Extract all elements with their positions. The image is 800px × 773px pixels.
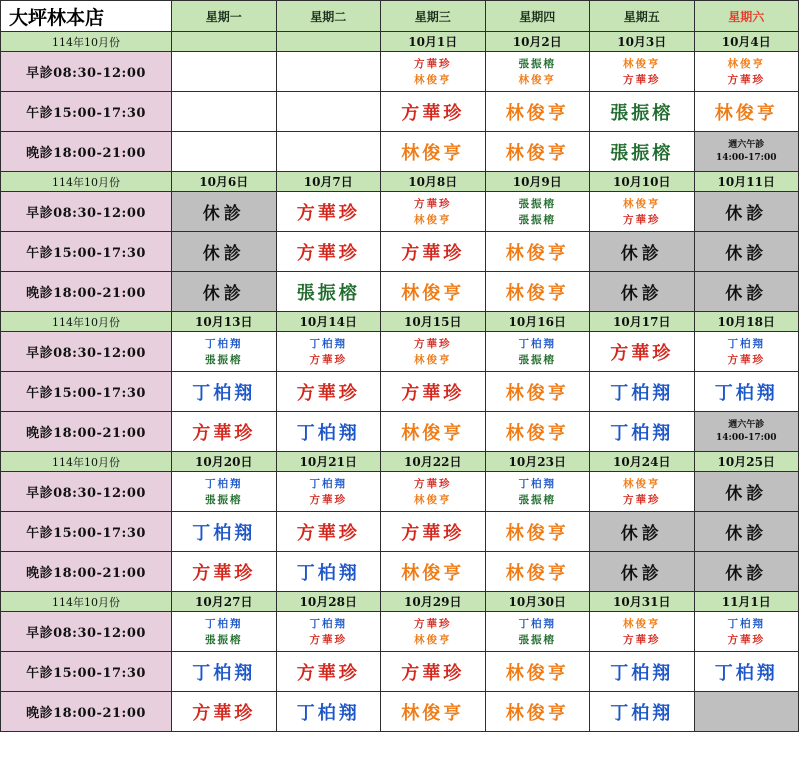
doctor-name: 方華珍 — [296, 662, 360, 684]
doctor-name: 林俊亨 — [623, 477, 661, 490]
doctor-name: 林俊亨 — [505, 702, 569, 724]
schedule-cell — [276, 652, 381, 692]
doctor-name: 林俊亨 — [727, 57, 765, 70]
session-row — [1, 652, 799, 692]
session-label: 晚診18:00-21:00 — [1, 272, 172, 312]
doctor-name: 林俊亨 — [505, 662, 569, 684]
closed-cell — [694, 232, 799, 272]
date-cell: 10月31日 — [590, 592, 695, 612]
saturday-note-title: 週六午診 — [728, 139, 765, 150]
schedule-cell — [276, 132, 381, 172]
schedule-cell — [694, 52, 799, 92]
closed-cell — [172, 232, 277, 272]
doctor-name: 張振榕 — [296, 282, 360, 304]
schedule-cell — [590, 472, 695, 512]
schedule-cell — [694, 372, 799, 412]
schedule-cell — [590, 192, 695, 232]
session-label: 午診15:00-17:30 — [1, 652, 172, 692]
doctor-name: 方華珍 — [309, 353, 347, 366]
schedule-cell — [590, 52, 695, 92]
date-cell: 10月3日 — [590, 32, 695, 52]
schedule-cell — [276, 272, 381, 312]
session-label: 晚診18:00-21:00 — [1, 692, 172, 732]
schedule-cell — [485, 272, 590, 312]
schedule-cell — [485, 332, 590, 372]
schedule-cell — [485, 692, 590, 732]
date-cell: 10月20日 — [172, 452, 277, 472]
date-cell: 10月16日 — [485, 312, 590, 332]
schedule-cell — [381, 412, 486, 452]
schedule-cell — [172, 552, 277, 592]
session-label: 晚診18:00-21:00 — [1, 552, 172, 592]
doctor-name: 丁柏翔 — [727, 617, 765, 630]
closed-cell — [590, 232, 695, 272]
date-cell — [172, 32, 277, 52]
doctor-name: 丁柏翔 — [518, 617, 556, 630]
doctor-name: 張振榕 — [205, 493, 243, 506]
date-cell: 10月17日 — [590, 312, 695, 332]
schedule-cell — [381, 552, 486, 592]
doctor-name: 方華珍 — [623, 213, 661, 226]
date-cell: 10月22日 — [381, 452, 486, 472]
date-cell: 10月11日 — [694, 172, 799, 192]
closed-cell — [590, 552, 695, 592]
date-cell: 11月1日 — [694, 592, 799, 612]
closed-label: 休診 — [202, 284, 245, 304]
doctor-name: 方華珍 — [296, 522, 360, 544]
doctor-name: 丁柏翔 — [309, 337, 347, 350]
session-row — [1, 52, 799, 92]
doctor-name: 林俊亨 — [505, 102, 569, 124]
schedule-cell — [381, 232, 486, 272]
schedule-cell — [485, 512, 590, 552]
doctor-name: 方華珍 — [296, 382, 360, 404]
clinic-name: 大坪林本店 — [1, 1, 172, 32]
schedule-cell — [590, 132, 695, 172]
saturday-note-hours: 14:00-17:00 — [716, 152, 777, 163]
date-cell: 10月15日 — [381, 312, 486, 332]
session-label: 晚診18:00-21:00 — [1, 412, 172, 452]
doctor-name: 方華珍 — [414, 477, 452, 490]
doctor-name: 丁柏翔 — [610, 382, 674, 404]
session-row — [1, 192, 799, 232]
month-row — [1, 312, 799, 332]
doctor-name: 張振榕 — [518, 353, 556, 366]
date-cell: 10月23日 — [485, 452, 590, 472]
saturday-note-cell — [694, 412, 799, 452]
doctor-name: 方華珍 — [414, 617, 452, 630]
month-row — [1, 592, 799, 612]
doctor-name: 方華珍 — [401, 522, 465, 544]
schedule-cell — [694, 92, 799, 132]
schedule-cell — [172, 92, 277, 132]
session-row — [1, 232, 799, 272]
doctor-name: 丁柏翔 — [205, 477, 243, 490]
doctor-name: 林俊亨 — [505, 282, 569, 304]
date-cell: 10月1日 — [381, 32, 486, 52]
schedule-cell — [172, 472, 277, 512]
session-row — [1, 412, 799, 452]
month-row — [1, 452, 799, 472]
doctor-name: 方華珍 — [192, 702, 256, 724]
date-cell: 10月7日 — [276, 172, 381, 192]
closed-label: 休診 — [725, 564, 768, 584]
doctor-name: 林俊亨 — [623, 197, 661, 210]
closed-label: 休診 — [725, 284, 768, 304]
schedule-cell — [381, 612, 486, 652]
doctor-name: 丁柏翔 — [205, 617, 243, 630]
doctor-name: 林俊亨 — [401, 422, 465, 444]
day-friday: 星期五 — [590, 1, 695, 32]
session-row — [1, 272, 799, 312]
month-row — [1, 32, 799, 52]
schedule-cell — [381, 272, 486, 312]
schedule-cell — [276, 412, 381, 452]
day-monday: 星期一 — [172, 1, 277, 32]
session-row — [1, 332, 799, 372]
closed-cell — [694, 272, 799, 312]
session-label: 午診15:00-17:30 — [1, 92, 172, 132]
doctor-name: 方華珍 — [610, 342, 674, 364]
closed-label: 休診 — [620, 564, 663, 584]
doctor-name: 林俊亨 — [623, 57, 661, 70]
schedule-cell — [381, 132, 486, 172]
closed-label: 休診 — [620, 284, 663, 304]
session-row — [1, 132, 799, 172]
schedule-cell — [381, 192, 486, 232]
doctor-name: 方華珍 — [192, 422, 256, 444]
doctor-name: 林俊亨 — [414, 633, 452, 646]
session-label: 午診15:00-17:30 — [1, 372, 172, 412]
schedule-cell — [276, 612, 381, 652]
closed-label: 休診 — [725, 244, 768, 264]
schedule-cell — [172, 412, 277, 452]
closed-label: 休診 — [202, 244, 245, 264]
doctor-name: 方華珍 — [727, 633, 765, 646]
date-cell: 10月13日 — [172, 312, 277, 332]
doctor-name: 丁柏翔 — [727, 337, 765, 350]
doctor-name: 丁柏翔 — [296, 562, 360, 584]
closed-cell — [172, 192, 277, 232]
schedule-cell — [172, 132, 277, 172]
doctor-name: 張振榕 — [518, 493, 556, 506]
session-label: 晚診18:00-21:00 — [1, 132, 172, 172]
doctor-name: 丁柏翔 — [518, 337, 556, 350]
month-label: 114年10月份 — [1, 312, 172, 332]
schedule-body — [1, 1, 799, 732]
schedule-cell — [694, 652, 799, 692]
closed-label: 休診 — [725, 524, 768, 544]
schedule-cell — [485, 412, 590, 452]
session-row — [1, 552, 799, 592]
doctor-name: 方華珍 — [727, 73, 765, 86]
doctor-name: 方華珍 — [401, 242, 465, 264]
schedule-cell — [276, 332, 381, 372]
date-cell: 10月29日 — [381, 592, 486, 612]
session-row — [1, 472, 799, 512]
doctor-name: 方華珍 — [296, 242, 360, 264]
doctor-name: 林俊亨 — [401, 282, 465, 304]
month-label: 114年10月份 — [1, 172, 172, 192]
closed-cell — [694, 552, 799, 592]
doctor-name: 張振榕 — [518, 213, 556, 226]
doctor-name: 丁柏翔 — [205, 337, 243, 350]
date-cell: 10月2日 — [485, 32, 590, 52]
schedule-cell — [485, 652, 590, 692]
schedule-cell — [276, 52, 381, 92]
session-label: 午診15:00-17:30 — [1, 512, 172, 552]
schedule-cell — [381, 512, 486, 552]
doctor-name: 林俊亨 — [714, 102, 778, 124]
schedule-cell — [485, 132, 590, 172]
saturday-note-cell — [694, 132, 799, 172]
schedule-cell — [381, 652, 486, 692]
closed-cell — [694, 512, 799, 552]
doctor-name: 林俊亨 — [505, 242, 569, 264]
doctor-name: 方華珍 — [623, 493, 661, 506]
closed-label: 休診 — [620, 244, 663, 264]
doctor-name: 張振榕 — [518, 197, 556, 210]
schedule-cell — [172, 652, 277, 692]
doctor-name: 張振榕 — [518, 57, 556, 70]
date-cell: 10月21日 — [276, 452, 381, 472]
doctor-name: 丁柏翔 — [192, 662, 256, 684]
blank-cell — [694, 692, 799, 732]
schedule-cell — [276, 552, 381, 592]
schedule-cell — [381, 52, 486, 92]
doctor-name: 丁柏翔 — [192, 522, 256, 544]
doctor-name: 張振榕 — [205, 633, 243, 646]
session-label: 早診08:30-12:00 — [1, 52, 172, 92]
schedule-cell — [485, 372, 590, 412]
doctor-name: 丁柏翔 — [714, 662, 778, 684]
schedule-cell — [172, 332, 277, 372]
date-cell: 10月25日 — [694, 452, 799, 472]
date-cell: 10月6日 — [172, 172, 277, 192]
session-label: 早診08:30-12:00 — [1, 192, 172, 232]
date-cell: 10月10日 — [590, 172, 695, 192]
doctor-name: 方華珍 — [309, 493, 347, 506]
doctor-name: 林俊亨 — [401, 562, 465, 584]
schedule-cell — [590, 612, 695, 652]
doctor-name: 林俊亨 — [414, 353, 452, 366]
closed-cell — [172, 272, 277, 312]
schedule-cell — [590, 692, 695, 732]
schedule-cell — [172, 52, 277, 92]
doctor-name: 林俊亨 — [505, 562, 569, 584]
doctor-name: 林俊亨 — [401, 702, 465, 724]
doctor-name: 丁柏翔 — [309, 477, 347, 490]
doctor-name: 林俊亨 — [505, 422, 569, 444]
doctor-name: 丁柏翔 — [296, 422, 360, 444]
doctor-name: 丁柏翔 — [610, 662, 674, 684]
doctor-name: 林俊亨 — [414, 213, 452, 226]
schedule-cell — [172, 692, 277, 732]
date-cell: 10月14日 — [276, 312, 381, 332]
schedule-cell — [694, 612, 799, 652]
schedule-cell — [485, 192, 590, 232]
doctor-name: 方華珍 — [296, 202, 360, 224]
schedule-cell — [485, 552, 590, 592]
doctor-name: 方華珍 — [414, 197, 452, 210]
schedule-cell — [485, 52, 590, 92]
closed-label: 休診 — [725, 484, 768, 504]
doctor-name: 林俊亨 — [505, 522, 569, 544]
session-row — [1, 612, 799, 652]
schedule-cell — [381, 92, 486, 132]
session-row — [1, 372, 799, 412]
session-label: 早診08:30-12:00 — [1, 472, 172, 512]
doctor-name: 方華珍 — [192, 562, 256, 584]
doctor-name: 丁柏翔 — [192, 382, 256, 404]
schedule-cell — [381, 692, 486, 732]
saturday-note-title: 週六午診 — [728, 419, 765, 430]
schedule-cell — [172, 612, 277, 652]
month-label: 114年10月份 — [1, 452, 172, 472]
month-label: 114年10月份 — [1, 592, 172, 612]
schedule-cell — [276, 232, 381, 272]
doctor-name: 林俊亨 — [414, 493, 452, 506]
schedule-cell — [381, 472, 486, 512]
month-label: 114年10月份 — [1, 32, 172, 52]
day-thursday: 星期四 — [485, 1, 590, 32]
doctor-name: 方華珍 — [727, 353, 765, 366]
doctor-name: 林俊亨 — [505, 142, 569, 164]
doctor-name: 方華珍 — [623, 633, 661, 646]
schedule-cell — [590, 412, 695, 452]
date-cell: 10月27日 — [172, 592, 277, 612]
date-cell: 10月4日 — [694, 32, 799, 52]
closed-label: 休診 — [202, 204, 245, 224]
schedule-cell — [276, 512, 381, 552]
session-label: 早診08:30-12:00 — [1, 332, 172, 372]
doctor-name: 丁柏翔 — [714, 382, 778, 404]
session-row — [1, 692, 799, 732]
session-row — [1, 92, 799, 132]
day-saturday: 星期六 — [694, 1, 799, 32]
closed-cell — [590, 272, 695, 312]
date-cell: 10月28日 — [276, 592, 381, 612]
doctor-name: 方華珍 — [401, 382, 465, 404]
schedule-cell — [485, 232, 590, 272]
doctor-name: 林俊亨 — [401, 142, 465, 164]
date-cell: 10月30日 — [485, 592, 590, 612]
doctor-name: 方華珍 — [623, 73, 661, 86]
doctor-name: 張振榕 — [610, 102, 674, 124]
schedule-cell — [276, 372, 381, 412]
saturday-note-hours: 14:00-17:00 — [716, 432, 777, 443]
doctor-name: 張振榕 — [610, 142, 674, 164]
schedule-cell — [590, 92, 695, 132]
schedule-cell — [381, 372, 486, 412]
schedule-cell — [276, 92, 381, 132]
schedule-cell — [276, 692, 381, 732]
closed-label: 休診 — [725, 204, 768, 224]
doctor-name: 林俊亨 — [623, 617, 661, 630]
doctor-name: 方華珍 — [401, 102, 465, 124]
session-row — [1, 512, 799, 552]
schedule-cell — [485, 612, 590, 652]
header-row — [1, 1, 799, 32]
closed-label: 休診 — [620, 524, 663, 544]
schedule-cell — [590, 372, 695, 412]
doctor-name: 林俊亨 — [505, 382, 569, 404]
schedule-cell — [172, 372, 277, 412]
session-label: 午診15:00-17:30 — [1, 232, 172, 272]
date-cell: 10月8日 — [381, 172, 486, 192]
doctor-name: 丁柏翔 — [296, 702, 360, 724]
date-cell: 10月24日 — [590, 452, 695, 472]
doctor-name: 丁柏翔 — [518, 477, 556, 490]
schedule-cell — [485, 472, 590, 512]
closed-cell — [590, 512, 695, 552]
schedule-cell — [590, 332, 695, 372]
session-label: 早診08:30-12:00 — [1, 612, 172, 652]
doctor-name: 方華珍 — [401, 662, 465, 684]
schedule-cell — [590, 652, 695, 692]
schedule-cell — [276, 192, 381, 232]
schedule-cell — [485, 92, 590, 132]
date-cell — [276, 32, 381, 52]
doctor-name: 張振榕 — [518, 633, 556, 646]
closed-cell — [694, 472, 799, 512]
schedule-cell — [172, 512, 277, 552]
doctor-name: 張振榕 — [205, 353, 243, 366]
doctor-name: 方華珍 — [414, 57, 452, 70]
doctor-name: 林俊亨 — [518, 73, 556, 86]
closed-cell — [694, 192, 799, 232]
schedule-cell — [694, 332, 799, 372]
doctor-name: 丁柏翔 — [610, 422, 674, 444]
doctor-name: 丁柏翔 — [309, 617, 347, 630]
date-cell: 10月9日 — [485, 172, 590, 192]
day-wednesday: 星期三 — [381, 1, 486, 32]
doctor-name: 林俊亨 — [414, 73, 452, 86]
schedule-cell — [276, 472, 381, 512]
month-row — [1, 172, 799, 192]
doctor-name: 方華珍 — [414, 337, 452, 350]
date-cell: 10月18日 — [694, 312, 799, 332]
schedule-cell — [381, 332, 486, 372]
doctor-name: 方華珍 — [309, 633, 347, 646]
doctor-name: 丁柏翔 — [610, 702, 674, 724]
day-tuesday: 星期二 — [276, 1, 381, 32]
